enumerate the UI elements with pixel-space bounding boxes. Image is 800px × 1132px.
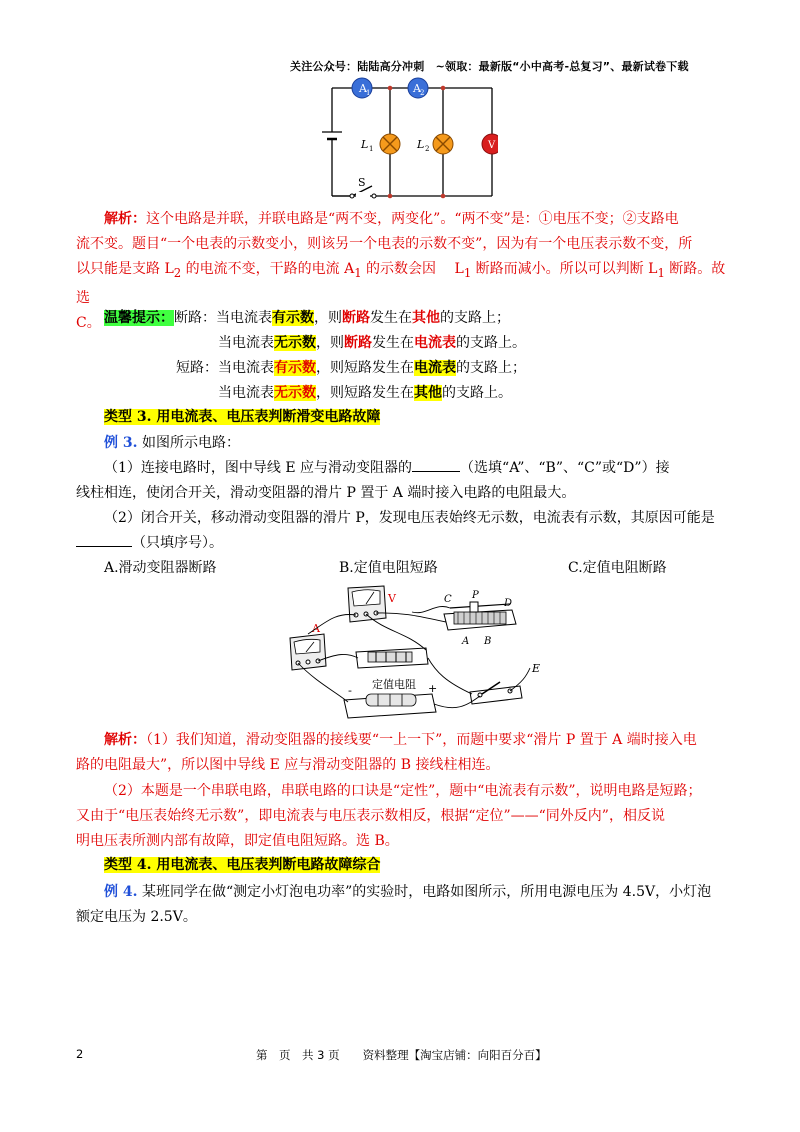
example-4-cont: 额定电压为 2.5V。: [76, 909, 197, 925]
analysis-label: 解析：: [104, 211, 146, 227]
analysis-3-p2-cont: 又由于“电压表始终无示数”，即电流表与电压表示数相反，根据“定位”——“同外反内”，相反说 明电压表所测内部有故障，即定值电阻短路。选 B。: [76, 808, 665, 849]
answer-blank-1[interactable]: [412, 471, 460, 472]
tip-row-2: 当电流表无示数，则断路发生在电流表的支路上。: [218, 335, 526, 351]
minus-sign: -: [348, 684, 352, 697]
example-3-label: 例 3.: [104, 435, 138, 451]
example-4: 例 4. 某班同学在做“测定小灯泡电功率”的实验时，电路如图所示，所用电源电压为 4.5V，小灯泡: [104, 884, 712, 900]
option-b: B.定值电阻短路: [339, 560, 438, 576]
apparatus-figure: [286, 582, 556, 722]
wire-e-label: E: [532, 662, 541, 675]
tip-row-3: 短路：当电流表有示数，则短路发生在电流表的支路上；: [176, 360, 526, 376]
ammeter-a2-label: A: [413, 82, 421, 95]
svg-text:1: 1: [366, 89, 371, 97]
example-3-q2: （2）闭合开关，移动滑动变阻器的滑片 P，发现电压表始终无示数，电流表有示数，其原因可能是: [104, 510, 715, 526]
footer-text: 第 页 共 3 页 资料整理【淘宝店铺：向阳百分百】: [256, 1048, 547, 1062]
switch-label: S: [358, 176, 366, 189]
analysis-1: 解析：这个电路是并联，并联电路是“两不变，两变化”。“两不变”是：①电压不变；②支路电: [104, 211, 679, 227]
terminal-d-label: D: [504, 598, 513, 609]
option-a: A.滑动变阻器断路: [104, 560, 217, 576]
type-4-heading: 类型 4. 用电流表、电压表判断电路故障综合: [104, 857, 381, 873]
warm-tip: 温馨提示：断路：当电流表有示数，则断路发生在其他的支路上；: [104, 310, 510, 326]
example-3-q1: （1）连接电路时，图中导线 E 应与滑动变阻器的 （选填“A”、“B”、“C”或“D”）接: [104, 460, 670, 476]
plus-sign: +: [428, 682, 438, 695]
svg-text:1: 1: [369, 145, 374, 153]
terminal-c-label: C: [444, 594, 452, 605]
voltmeter-device: [348, 586, 397, 622]
tip-label: 温馨提示：: [104, 310, 174, 326]
example-3: 例 3. 如图所示电路：: [104, 435, 240, 451]
ammeter-device: [290, 622, 326, 670]
parallel-circuit-diagram: [318, 76, 498, 202]
voltmeter-label: V: [488, 140, 496, 151]
voltmeter-v-label: V: [388, 592, 396, 605]
svg-text:2: 2: [420, 89, 425, 97]
type-3-heading: 类型 3. 用电流表、电压表判断滑变电路故障: [104, 409, 381, 425]
terminal-a-label: A: [462, 636, 470, 647]
ammeter-a1-label: A: [359, 82, 367, 95]
slider-p-label: P: [472, 590, 479, 601]
battery-holder: [356, 648, 428, 668]
lamp-l2-label: L: [417, 138, 425, 151]
option-c: C.定值电阻断路: [568, 560, 667, 576]
analysis-1-cont: 流不变。题目“一个电表的示数变小，则该另一个电表的示数不变”，因为有一个电压表示数不变，所 以只能是支路 $L_2$ 的电流不变，干路的电流 $A_1$ 的示数会因 $L_1$ 断路而减小。所以可以判断 $L_1$ 断路。故选 C。: [76, 236, 726, 331]
analysis-3-label: 解析：: [104, 732, 146, 748]
example-4-label: 例 4.: [104, 884, 138, 900]
fixed-resistor-label: 定值电阻: [372, 678, 416, 691]
analysis-3: 解析：（1）我们知道，滑动变阻器的接线要“一上一下”，而题中要求“滑片 P 置于 A 端时接入电: [104, 732, 697, 748]
ammeter-a-label: A: [312, 622, 320, 635]
example-3-q1-cont: 线柱相连，使闭合开关，滑动变阻器的滑片 P 置于 A 端时接入电路的电阻最大。: [76, 485, 576, 501]
lamp-l1-label: L: [361, 138, 369, 151]
svg-text:2: 2: [425, 145, 430, 153]
page-header: 关注公众号：陆陆高分冲刺 ~领取：最新版“小中高考-总复习”、最新试卷下载: [290, 60, 689, 73]
terminal-b-label: B: [484, 636, 492, 647]
analysis-3-p1-cont: 路的电阻最大”，所以图中导线 E 应与滑动变阻器的 B 接线柱相连。: [76, 757, 500, 773]
tip-row-4: 当电流表无示数，则短路发生在其他的支路上。: [218, 385, 512, 401]
analysis-3-p2: （2）本题是一个串联电路，串联电路的口诀是“定性”，题中“电流表有示数”，说明电路是短路；: [104, 783, 702, 799]
example-3-q2-cont: （只填序号）。: [76, 531, 736, 556]
rheostat-device: [444, 590, 516, 647]
fixed-resistor-device: [344, 677, 437, 718]
answer-blank-2[interactable]: [76, 546, 132, 547]
page-number: 2: [76, 1047, 84, 1061]
